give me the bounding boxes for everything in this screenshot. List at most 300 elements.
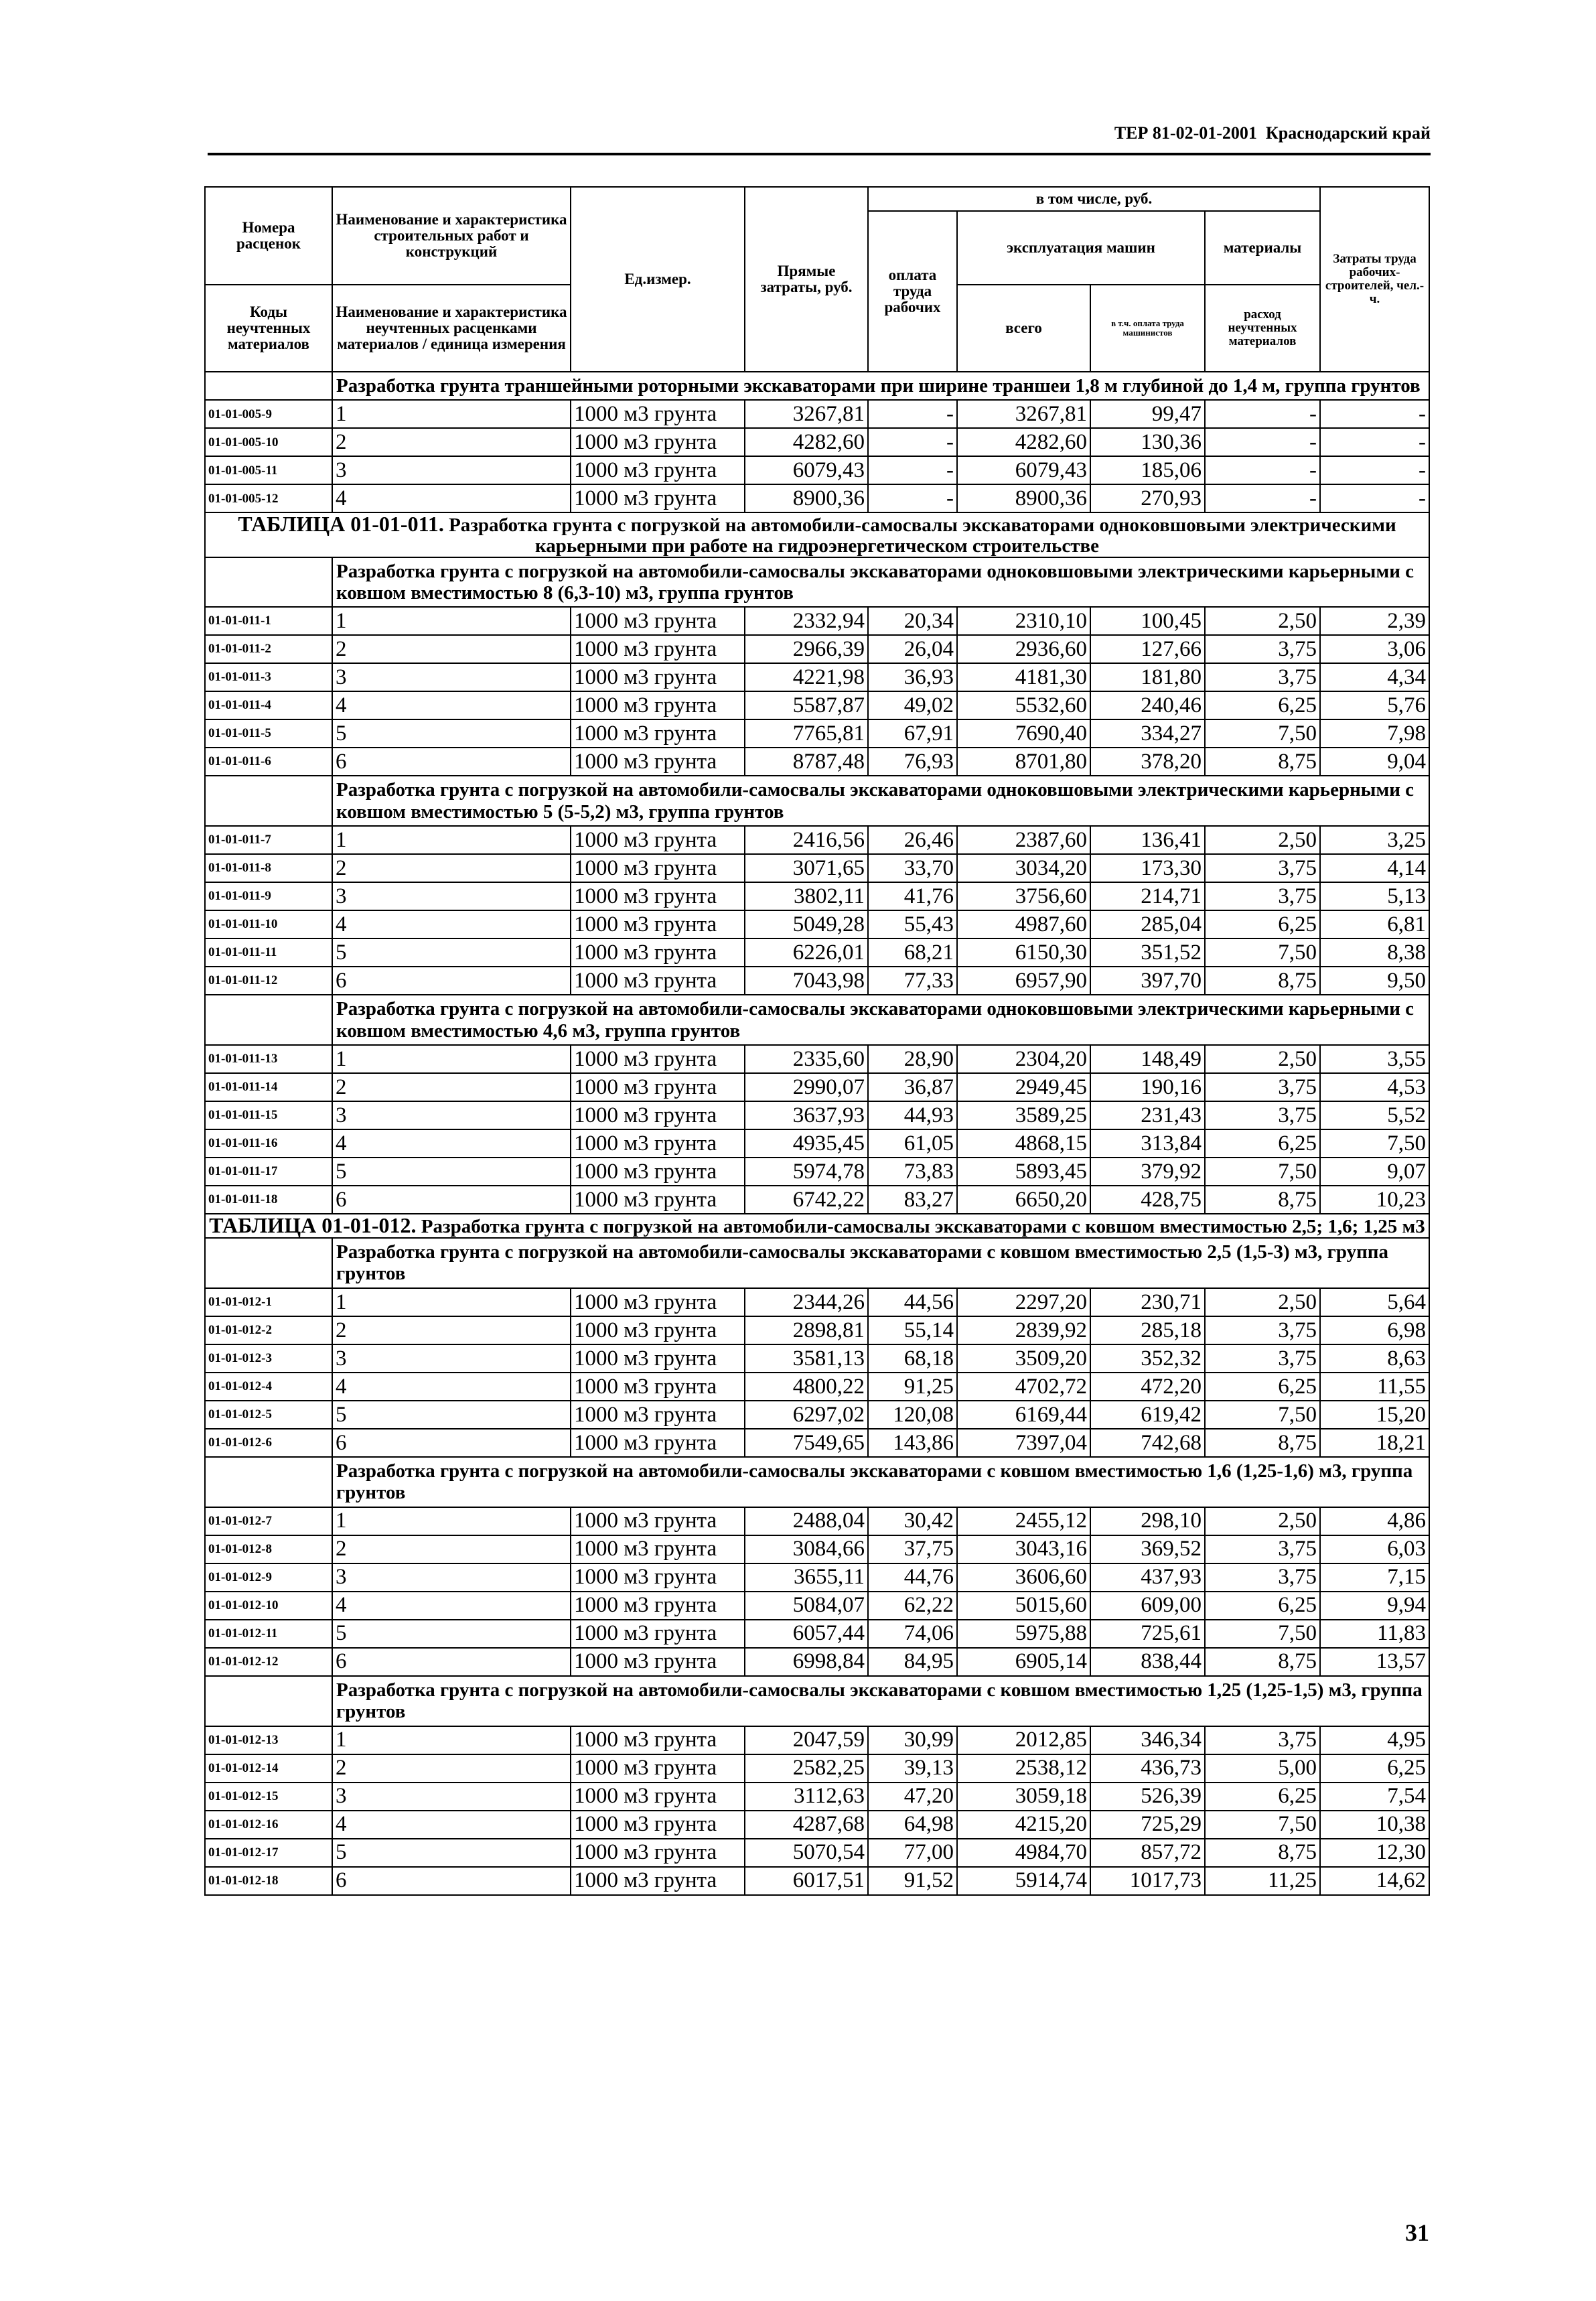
section-title: Разработка грунта с погрузкой на автомобили-самосвалы экскаваторами с ковшом вместимостью 1,25 (1,25-1,5) м3, группа грунтов <box>332 1676 1429 1726</box>
table-row <box>205 1620 1429 1648</box>
page-number: 31 <box>1405 2219 1429 2246</box>
unit: 1000 м3 грунта <box>571 910 745 938</box>
table-row <box>205 1429 1429 1457</box>
machinists-pay: 270,93 <box>1090 484 1205 512</box>
unit: 1000 м3 грунта <box>571 1783 745 1811</box>
labor-cost: 7,98 <box>1320 719 1429 748</box>
machinists-pay: 609,00 <box>1090 1592 1205 1620</box>
direct-costs: 8787,48 <box>745 748 868 776</box>
unit: 1000 м3 грунта <box>571 607 745 635</box>
direct-costs: 8900,36 <box>745 484 868 512</box>
unit: 1000 м3 грунта <box>571 1101 745 1129</box>
rate-code: 01-01-011-2 <box>205 635 332 663</box>
rate-code: 01-01-005-12 <box>205 484 332 512</box>
rate-code: 01-01-012-7 <box>205 1507 332 1535</box>
header-unit: Ед.измер. <box>571 187 745 372</box>
labor-pay: 68,18 <box>868 1344 957 1373</box>
materials-consumption: 2,50 <box>1205 607 1320 635</box>
labor-cost: 4,95 <box>1320 1726 1429 1754</box>
machinists-pay: 148,49 <box>1090 1045 1205 1073</box>
labor-pay: 39,13 <box>868 1754 957 1783</box>
labor-pay: 26,04 <box>868 635 957 663</box>
labor-cost: 12,30 <box>1320 1839 1429 1867</box>
machine-total: 7690,40 <box>957 719 1090 748</box>
machinists-pay: 136,41 <box>1090 826 1205 854</box>
unit: 1000 м3 грунта <box>571 854 745 882</box>
rate-code: 01-01-012-18 <box>205 1867 332 1895</box>
direct-costs: 5974,78 <box>745 1158 868 1186</box>
table-row <box>205 1101 1429 1129</box>
direct-costs: 7043,98 <box>745 967 868 995</box>
section-title-row <box>205 1676 1429 1726</box>
work-name-number: 4 <box>332 1373 571 1401</box>
labor-cost: 9,04 <box>1320 748 1429 776</box>
header-machine-operation: эксплуатация машин <box>957 211 1205 285</box>
table-row <box>205 1726 1429 1754</box>
materials-consumption: - <box>1205 400 1320 428</box>
rate-code: 01-01-012-8 <box>205 1535 332 1563</box>
rate-code: 01-01-011-17 <box>205 1158 332 1186</box>
unit: 1000 м3 грунта <box>571 748 745 776</box>
labor-pay: 44,76 <box>868 1563 957 1592</box>
machine-total: 2387,60 <box>957 826 1090 854</box>
materials-consumption: 8,75 <box>1205 967 1320 995</box>
section-title: Разработка грунта с погрузкой на автомобили-самосвалы экскаваторами одноковшовыми электрическими карьерными с ковшом вместимостью 8 (6,3-10) м3, группа грунтов <box>332 557 1429 608</box>
doc-code: ТЕР 81-02-01-2001 <box>1114 123 1257 143</box>
unit: 1000 м3 грунта <box>571 428 745 456</box>
unit: 1000 м3 грунта <box>571 1592 745 1620</box>
materials-consumption: 11,25 <box>1205 1867 1320 1895</box>
unit: 1000 м3 грунта <box>571 1316 745 1344</box>
machinists-pay: 285,04 <box>1090 910 1205 938</box>
rate-code: 01-01-012-9 <box>205 1563 332 1592</box>
machine-total: 5893,45 <box>957 1158 1090 1186</box>
rate-code: 01-01-012-3 <box>205 1344 332 1373</box>
labor-pay: 76,93 <box>868 748 957 776</box>
labor-pay: 68,21 <box>868 938 957 967</box>
direct-costs: 3071,65 <box>745 854 868 882</box>
table-row <box>205 1839 1429 1867</box>
unit: 1000 м3 грунта <box>571 1839 745 1867</box>
machine-total: 2304,20 <box>957 1045 1090 1073</box>
labor-cost: 3,25 <box>1320 826 1429 854</box>
rate-code: 01-01-011-6 <box>205 748 332 776</box>
table-row <box>205 1783 1429 1811</box>
rate-code: 01-01-011-4 <box>205 691 332 719</box>
region-name: Краснодарский край <box>1265 123 1431 143</box>
table-row <box>205 635 1429 663</box>
machinists-pay: 181,80 <box>1090 663 1205 691</box>
table-row <box>205 1507 1429 1535</box>
machine-total: 2012,85 <box>957 1726 1090 1754</box>
direct-costs: 2047,59 <box>745 1726 868 1754</box>
rate-code: 01-01-012-12 <box>205 1648 332 1676</box>
labor-pay: 67,91 <box>868 719 957 748</box>
section-title-row <box>205 1238 1429 1288</box>
work-name-number: 6 <box>332 1867 571 1895</box>
direct-costs: 5049,28 <box>745 910 868 938</box>
materials-consumption: - <box>1205 428 1320 456</box>
direct-costs: 5070,54 <box>745 1839 868 1867</box>
unit: 1000 м3 грунта <box>571 1045 745 1073</box>
unit: 1000 м3 грунта <box>571 1563 745 1592</box>
materials-consumption: 3,75 <box>1205 1316 1320 1344</box>
machine-total: 3509,20 <box>957 1344 1090 1373</box>
table-row <box>205 719 1429 748</box>
rate-code: 01-01-012-16 <box>205 1811 332 1839</box>
labor-pay: 91,25 <box>868 1373 957 1401</box>
rate-code: 01-01-011-10 <box>205 910 332 938</box>
table-title <box>205 512 1429 557</box>
table-title-text: Разработка грунта с погрузкой на автомобили-самосвалы экскаваторами одноковшовыми электрическими карьерными при работе на гидроэнергетическом строительстве <box>449 514 1396 557</box>
section-title-row <box>205 995 1429 1045</box>
materials-consumption: 6,25 <box>1205 691 1320 719</box>
work-name-number: 3 <box>332 456 571 484</box>
machinists-pay: 619,42 <box>1090 1401 1205 1429</box>
machine-total: 7397,04 <box>957 1429 1090 1457</box>
labor-cost: - <box>1320 428 1429 456</box>
unit: 1000 м3 грунта <box>571 456 745 484</box>
unit: 1000 м3 грунта <box>571 1186 745 1214</box>
rate-code: 01-01-012-13 <box>205 1726 332 1754</box>
machine-total: 4868,15 <box>957 1129 1090 1158</box>
machinists-pay: 437,93 <box>1090 1563 1205 1592</box>
materials-consumption: 2,50 <box>1205 826 1320 854</box>
direct-costs: 3084,66 <box>745 1535 868 1563</box>
machinists-pay: 214,71 <box>1090 882 1205 910</box>
direct-costs: 3802,11 <box>745 882 868 910</box>
machine-total: 3043,16 <box>957 1535 1090 1563</box>
labor-pay: 64,98 <box>868 1811 957 1839</box>
machine-total: 5532,60 <box>957 691 1090 719</box>
rate-code: 01-01-011-13 <box>205 1045 332 1073</box>
direct-costs: 2332,94 <box>745 607 868 635</box>
rate-code: 01-01-012-2 <box>205 1316 332 1344</box>
materials-consumption: 3,75 <box>1205 854 1320 882</box>
machinists-pay: 526,39 <box>1090 1783 1205 1811</box>
rate-code: 01-01-012-14 <box>205 1754 332 1783</box>
direct-costs: 4800,22 <box>745 1373 868 1401</box>
unit: 1000 м3 грунта <box>571 1811 745 1839</box>
direct-costs: 2898,81 <box>745 1316 868 1344</box>
materials-consumption: 8,75 <box>1205 748 1320 776</box>
rate-code: 01-01-012-10 <box>205 1592 332 1620</box>
materials-consumption: 7,50 <box>1205 719 1320 748</box>
work-name-number: 6 <box>332 967 571 995</box>
unit: 1000 м3 грунта <box>571 1867 745 1895</box>
materials-consumption: 3,75 <box>1205 1726 1320 1754</box>
rate-code: 01-01-011-9 <box>205 882 332 910</box>
direct-costs: 6998,84 <box>745 1648 868 1676</box>
table-body <box>205 372 1429 1895</box>
direct-costs: 6742,22 <box>745 1186 868 1214</box>
unit: 1000 м3 грунта <box>571 938 745 967</box>
machinists-pay: 313,84 <box>1090 1129 1205 1158</box>
machinists-pay: 352,32 <box>1090 1344 1205 1373</box>
direct-costs: 2582,25 <box>745 1754 868 1783</box>
work-name-number: 2 <box>332 1754 571 1783</box>
machine-total: 4215,20 <box>957 1811 1090 1839</box>
machine-total: 6150,30 <box>957 938 1090 967</box>
work-name-number: 6 <box>332 1186 571 1214</box>
machine-total: 5975,88 <box>957 1620 1090 1648</box>
table-row <box>205 1373 1429 1401</box>
unit: 1000 м3 грунта <box>571 1344 745 1373</box>
labor-pay: 55,43 <box>868 910 957 938</box>
unit: 1000 м3 грунта <box>571 1373 745 1401</box>
labor-pay: 20,34 <box>868 607 957 635</box>
labor-cost: 6,98 <box>1320 1316 1429 1344</box>
machinists-pay: 240,46 <box>1090 691 1205 719</box>
table-row <box>205 748 1429 776</box>
header-materials: материалы <box>1205 211 1320 285</box>
materials-consumption: 2,50 <box>1205 1507 1320 1535</box>
table-row <box>205 1811 1429 1839</box>
rate-code: 01-01-011-18 <box>205 1186 332 1214</box>
work-name-number: 4 <box>332 691 571 719</box>
labor-cost: 4,34 <box>1320 663 1429 691</box>
header-material-codes: Коды неучтенных материалов <box>205 285 332 372</box>
machine-total: 2936,60 <box>957 635 1090 663</box>
table-row <box>205 1754 1429 1783</box>
machinists-pay: 742,68 <box>1090 1429 1205 1457</box>
labor-cost: 9,94 <box>1320 1592 1429 1620</box>
labor-cost: 5,64 <box>1320 1288 1429 1316</box>
machine-total: 6905,14 <box>957 1648 1090 1676</box>
header-rate-number: Номера расценок <box>205 187 332 285</box>
machine-total: 2455,12 <box>957 1507 1090 1535</box>
labor-pay: - <box>868 428 957 456</box>
materials-consumption: 3,75 <box>1205 663 1320 691</box>
work-name-number: 6 <box>332 1429 571 1457</box>
labor-pay: 30,42 <box>868 1507 957 1535</box>
work-name-number: 3 <box>332 1563 571 1592</box>
labor-cost: 7,54 <box>1320 1783 1429 1811</box>
work-name-number: 5 <box>332 719 571 748</box>
rate-code: 01-01-005-10 <box>205 428 332 456</box>
table-row <box>205 691 1429 719</box>
header-rule <box>208 153 1431 155</box>
work-name-number: 1 <box>332 400 571 428</box>
rate-code: 01-01-011-8 <box>205 854 332 882</box>
table-row <box>205 607 1429 635</box>
machinists-pay: 190,16 <box>1090 1073 1205 1101</box>
labor-cost: 9,50 <box>1320 967 1429 995</box>
rate-code: 01-01-011-11 <box>205 938 332 967</box>
table-row <box>205 1592 1429 1620</box>
header-machinists-pay: в т.ч. оплата труда машинистов <box>1090 285 1205 372</box>
rate-code: 01-01-011-3 <box>205 663 332 691</box>
unit: 1000 м3 грунта <box>571 1648 745 1676</box>
section-title-row <box>205 372 1429 400</box>
table-row <box>205 428 1429 456</box>
work-name-number: 5 <box>332 1839 571 1867</box>
table-row <box>205 1648 1429 1676</box>
work-name-number: 2 <box>332 428 571 456</box>
machinists-pay: 173,30 <box>1090 854 1205 882</box>
materials-consumption: 7,50 <box>1205 1158 1320 1186</box>
machinists-pay: 725,61 <box>1090 1620 1205 1648</box>
machine-total: 6957,90 <box>957 967 1090 995</box>
work-name-number: 5 <box>332 1158 571 1186</box>
labor-cost: 15,20 <box>1320 1401 1429 1429</box>
labor-pay: 49,02 <box>868 691 957 719</box>
work-name-number: 3 <box>332 663 571 691</box>
machine-total: 3589,25 <box>957 1101 1090 1129</box>
machinists-pay: 436,73 <box>1090 1754 1205 1783</box>
labor-cost: - <box>1320 484 1429 512</box>
unit: 1000 м3 грунта <box>571 1535 745 1563</box>
table-row <box>205 910 1429 938</box>
direct-costs: 3267,81 <box>745 400 868 428</box>
labor-cost: 9,07 <box>1320 1158 1429 1186</box>
unit: 1000 м3 грунта <box>571 484 745 512</box>
table-row <box>205 1045 1429 1073</box>
table-row <box>205 400 1429 428</box>
unit: 1000 м3 грунта <box>571 1073 745 1101</box>
table-row <box>205 1535 1429 1563</box>
labor-pay: 28,90 <box>868 1045 957 1073</box>
machinists-pay: 185,06 <box>1090 456 1205 484</box>
rate-code: 01-01-012-5 <box>205 1401 332 1429</box>
direct-costs: 3112,63 <box>745 1783 868 1811</box>
header-direct-costs: Прямые затраты, руб. <box>745 187 868 372</box>
labor-pay: 30,99 <box>868 1726 957 1754</box>
labor-cost: 3,55 <box>1320 1045 1429 1073</box>
rate-code: 01-01-005-9 <box>205 400 332 428</box>
work-name-number: 3 <box>332 1783 571 1811</box>
table-title-lead: ТАБЛИЦА 01-01-011. <box>238 512 444 537</box>
machine-total: 5914,74 <box>957 1867 1090 1895</box>
machine-total: 3756,60 <box>957 882 1090 910</box>
work-name-number: 2 <box>332 854 571 882</box>
materials-consumption: 8,75 <box>1205 1648 1320 1676</box>
table-row <box>205 1129 1429 1158</box>
labor-pay: 91,52 <box>868 1867 957 1895</box>
table-row <box>205 456 1429 484</box>
rate-code: 01-01-012-17 <box>205 1839 332 1867</box>
labor-pay: 36,87 <box>868 1073 957 1101</box>
document-header <box>208 123 1431 143</box>
labor-pay: 77,00 <box>868 1839 957 1867</box>
labor-pay: 84,95 <box>868 1648 957 1676</box>
direct-costs: 4221,98 <box>745 663 868 691</box>
labor-cost: 10,23 <box>1320 1186 1429 1214</box>
unit: 1000 м3 грунта <box>571 1507 745 1535</box>
machinists-pay: 230,71 <box>1090 1288 1205 1316</box>
machinists-pay: 334,27 <box>1090 719 1205 748</box>
materials-consumption: 8,75 <box>1205 1839 1320 1867</box>
work-name-number: 1 <box>332 1288 571 1316</box>
direct-costs: 2488,04 <box>745 1507 868 1535</box>
table-title-text: Разработка грунта с погрузкой на автомобили-самосвалы экскаваторами с ковшом вместимостью 2,5; 1,6; 1,25 м3 <box>421 1216 1425 1238</box>
machinists-pay: 231,43 <box>1090 1101 1205 1129</box>
section-title: Разработка грунта с погрузкой на автомобили-самосвалы экскаваторами одноковшовыми электрическими карьерными с ковшом вместимостью 5 (5-5,2) м3, группа грунтов <box>332 776 1429 826</box>
materials-consumption: 6,25 <box>1205 1592 1320 1620</box>
unit: 1000 м3 грунта <box>571 967 745 995</box>
rate-code: 01-01-012-11 <box>205 1620 332 1648</box>
direct-costs: 2990,07 <box>745 1073 868 1101</box>
work-name-number: 2 <box>332 635 571 663</box>
section-code-cell <box>205 557 332 608</box>
machine-total: 6169,44 <box>957 1401 1090 1429</box>
table-row <box>205 663 1429 691</box>
machine-total: 4987,60 <box>957 910 1090 938</box>
machine-total: 2297,20 <box>957 1288 1090 1316</box>
labor-cost: - <box>1320 456 1429 484</box>
work-name-number: 4 <box>332 1129 571 1158</box>
work-name-number: 5 <box>332 938 571 967</box>
work-name-number: 1 <box>332 1507 571 1535</box>
direct-costs: 3581,13 <box>745 1344 868 1373</box>
labor-cost: 6,81 <box>1320 910 1429 938</box>
direct-costs: 4287,68 <box>745 1811 868 1839</box>
materials-consumption: 7,50 <box>1205 1811 1320 1839</box>
machinists-pay: 857,72 <box>1090 1839 1205 1867</box>
section-code-cell <box>205 1238 332 1288</box>
machinists-pay: 378,20 <box>1090 748 1205 776</box>
work-name-number: 3 <box>332 1101 571 1129</box>
machinists-pay: 472,20 <box>1090 1373 1205 1401</box>
direct-costs: 5084,07 <box>745 1592 868 1620</box>
rate-code: 01-01-011-12 <box>205 967 332 995</box>
materials-consumption: 3,75 <box>1205 635 1320 663</box>
unit: 1000 м3 грунта <box>571 719 745 748</box>
labor-pay: 26,46 <box>868 826 957 854</box>
work-name-number: 4 <box>332 1811 571 1839</box>
work-name-number: 2 <box>332 1073 571 1101</box>
labor-pay: 73,83 <box>868 1158 957 1186</box>
machinists-pay: 100,45 <box>1090 607 1205 635</box>
labor-cost: 6,25 <box>1320 1754 1429 1783</box>
section-title: Разработка грунта с погрузкой на автомобили-самосвалы экскаваторами с ковшом вместимостью 1,6 (1,25-1,6) м3, группа грунтов <box>332 1457 1429 1507</box>
table-title-row <box>205 512 1429 557</box>
labor-pay: - <box>868 484 957 512</box>
machine-total: 2839,92 <box>957 1316 1090 1344</box>
unit: 1000 м3 грунта <box>571 691 745 719</box>
materials-consumption: 6,25 <box>1205 1373 1320 1401</box>
labor-cost: 11,83 <box>1320 1620 1429 1648</box>
labor-cost: 8,63 <box>1320 1344 1429 1373</box>
section-code-cell <box>205 372 332 400</box>
unit: 1000 м3 грунта <box>571 663 745 691</box>
materials-consumption: 3,75 <box>1205 1563 1320 1592</box>
labor-cost: 13,57 <box>1320 1648 1429 1676</box>
unit: 1000 м3 грунта <box>571 1620 745 1648</box>
labor-pay: 120,08 <box>868 1401 957 1429</box>
machine-total: 4282,60 <box>957 428 1090 456</box>
machinists-pay: 838,44 <box>1090 1648 1205 1676</box>
table-row <box>205 1563 1429 1592</box>
header-labor-pay: оплата труда рабочих <box>868 211 957 372</box>
table-row <box>205 1073 1429 1101</box>
machinists-pay: 1017,73 <box>1090 1867 1205 1895</box>
rate-code: 01-01-011-16 <box>205 1129 332 1158</box>
rate-code: 01-01-011-5 <box>205 719 332 748</box>
work-name-number: 1 <box>332 607 571 635</box>
header-materials-consumption: расход неучтенных материалов <box>1205 285 1320 372</box>
labor-cost: 5,52 <box>1320 1101 1429 1129</box>
rate-code: 01-01-012-4 <box>205 1373 332 1401</box>
unit: 1000 м3 грунта <box>571 882 745 910</box>
table-row <box>205 1344 1429 1373</box>
section-code-cell <box>205 776 332 826</box>
direct-costs: 2335,60 <box>745 1045 868 1073</box>
labor-cost: 6,03 <box>1320 1535 1429 1563</box>
labor-cost: 7,50 <box>1320 1129 1429 1158</box>
machine-total: 8701,80 <box>957 748 1090 776</box>
rate-code: 01-01-011-15 <box>205 1101 332 1129</box>
